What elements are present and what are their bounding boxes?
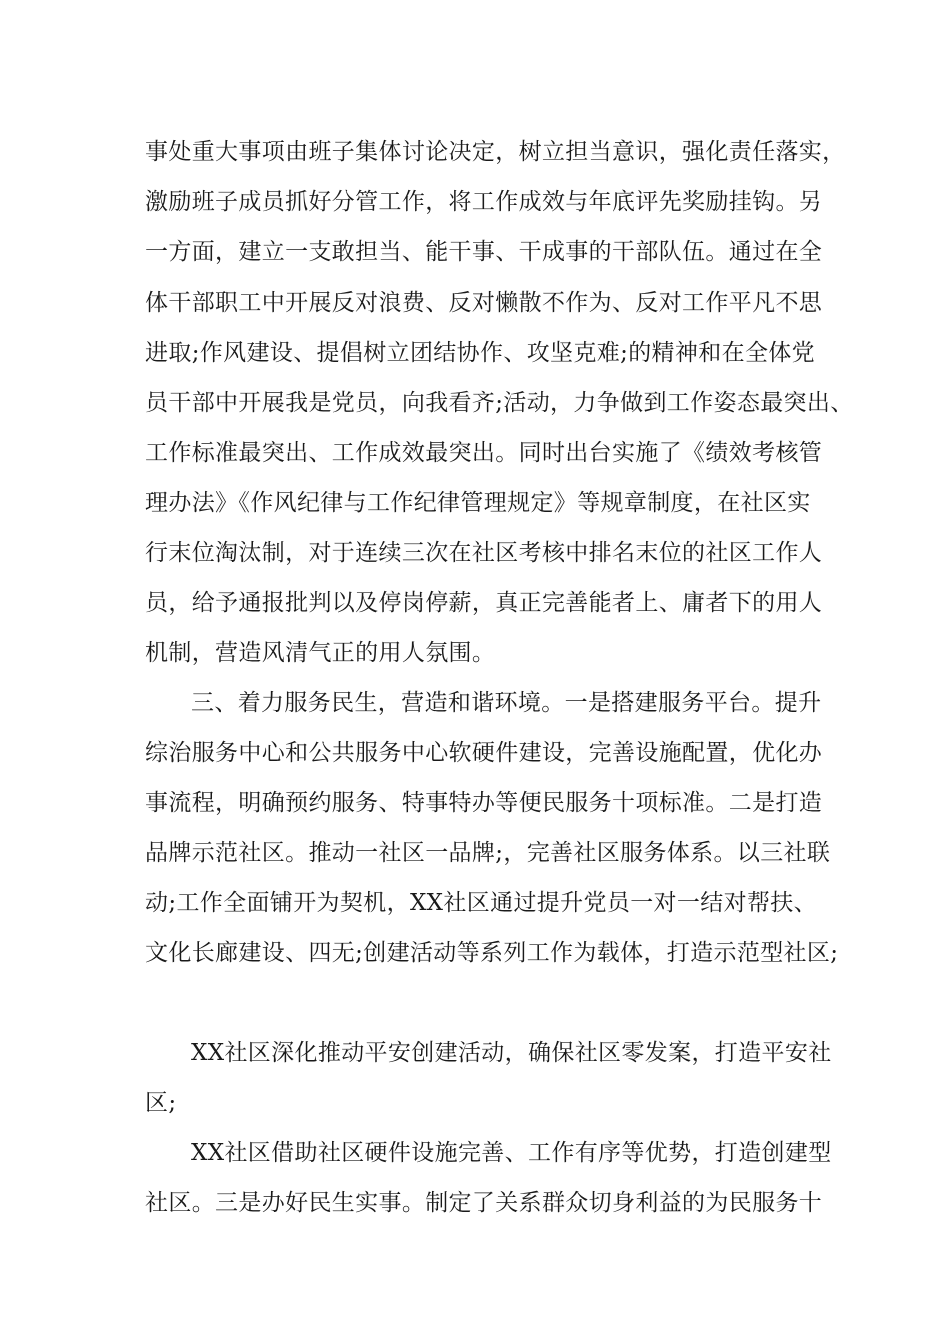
text-line: 员，给予通报批判以及停岗停薪，真正完善能者上、庸者下的用人 [145,590,823,616]
text-line: 机制，营造风清气正的用人氛围。 [145,640,496,666]
paragraph-first-line: 三、着力服务民生，营造和谐环境。一是搭建服务平台。提升 [191,690,822,716]
paragraph-first-line: XX社区借助社区硬件设施完善、工作有序等优势，打造创建型 [191,1140,832,1166]
text-line: 社区。三是办好民生实事。制定了关系群众切身利益的为民服务十 [145,1190,823,1216]
text-line: 文化长廊建设、四无;创建活动等系列工作为载体，打造示范型社区; [145,940,839,966]
text-line: 一方面，建立一支敢担当、能干事、干成事的干部队伍。通过在全 [145,239,823,265]
text-line: 事流程，明确预约服务、特事特办等便民服务十项标准。二是打造 [145,790,823,816]
text-line: 进取;作风建设、提倡树立团结协作、攻坚克难;的精神和在全体党 [145,340,815,366]
text-line: 动;工作全面铺开为契机，XX社区通过提升党员一对一结对帮扶、 [145,890,817,916]
text-line: 体干部职工中开展反对浪费、反对懒散不作为、反对工作平凡不思 [145,290,823,316]
text-line: 工作标准最突出、工作成效最突出。同时出台实施了《绩效考核管 [145,440,823,466]
text-line: 员干部中开展我是党员，向我看齐;活动，力争做到工作姿态最突出、 [145,390,854,416]
paragraph-first-line: XX社区深化推动平安创建活动，确保社区零发案，打造平安社 [191,1040,832,1066]
text-line: 激励班子成员抓好分管工作，将工作成效与年底评先奖励挂钩。另 [145,189,823,215]
text-line: 品牌示范社区。推动一社区一品牌;，完善社区服务体系。以三社联 [145,840,831,866]
text-line: 理办法》《作风纪律与工作纪律管理规定》等规章制度，在社区实 [145,490,811,516]
text-line: 行末位淘汰制，对于连续三次在社区考核中排名末位的社区工作人 [145,540,823,566]
text-line: 区; [145,1090,177,1116]
text-line: 综治服务中心和公共服务中心软硬件建设，完善设施配置，优化办 [145,740,823,766]
text-line: 事处重大事项由班子集体讨论决定，树立担当意识，强化责任落实， [145,139,846,165]
